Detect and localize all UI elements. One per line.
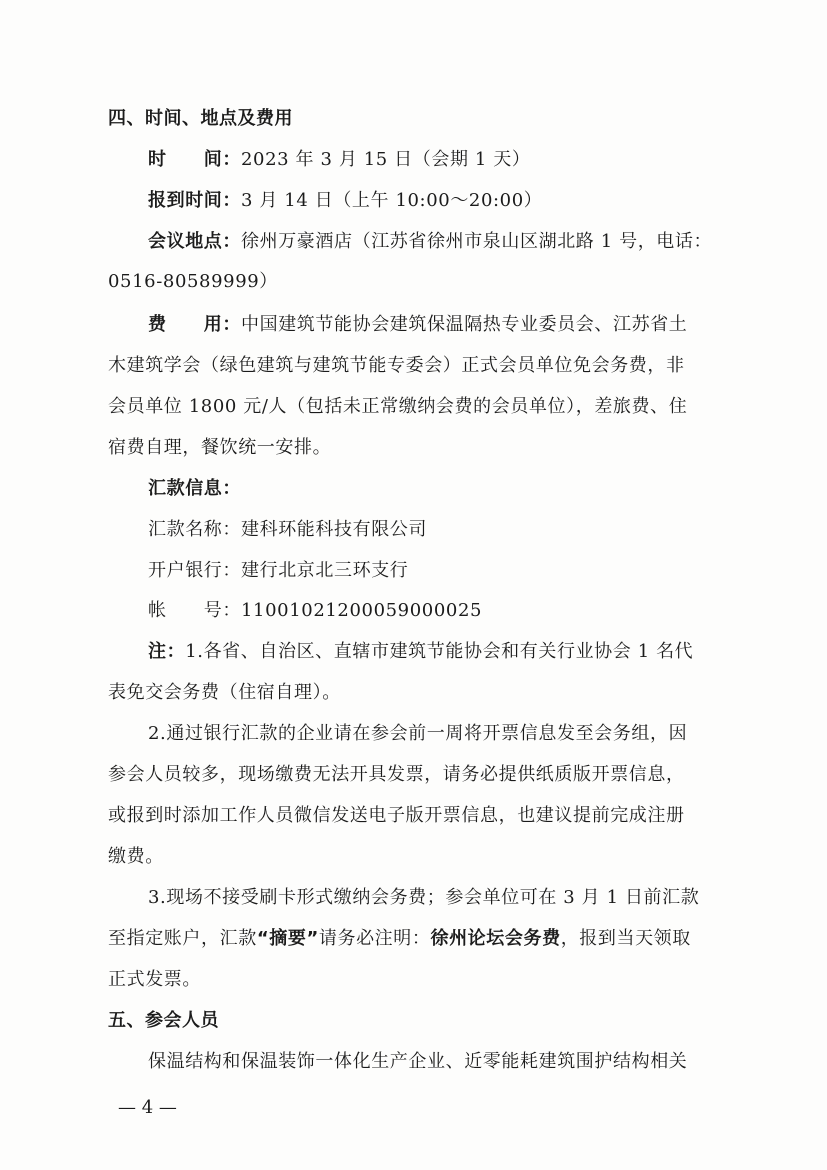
venue-line2: 0516-80589999） <box>108 271 278 292</box>
account-row <box>148 599 482 623</box>
note2-line4: 缴费。 <box>108 846 164 867</box>
note3-line3: 正式发票。 <box>108 969 201 990</box>
remit-name-value: 建科环能科技有限公司 <box>241 519 427 540</box>
venue-label: 会议地点： <box>148 231 241 252</box>
fee-line1: 中国建筑节能协会建筑保温隔热专业委员会、江苏省土 <box>241 314 688 335</box>
section5-heading: 五、参会人员 <box>108 1010 219 1031</box>
bank-label: 开户银行： <box>148 560 241 581</box>
section5-line1: 保温结构和保温装饰一体化生产企业、近零能耗建筑围护结构相关 <box>148 1051 688 1072</box>
time-row <box>148 148 530 172</box>
note1-row <box>148 640 693 664</box>
time-value: 2023 年 3 月 15 日（会期 1 天） <box>241 149 531 170</box>
fee-row <box>148 313 687 337</box>
note1-line2: 表免交会务费（住宿自理）。 <box>108 682 341 703</box>
checkin-row <box>148 189 542 213</box>
note3-line2-c: 请务必注明： <box>318 928 431 949</box>
note1-line1: 1.各省、自治区、直辖市建筑节能协会和有关行业协会 1 名代 <box>185 641 694 662</box>
checkin-label: 报到时间： <box>148 190 241 211</box>
fee-line4: 宿费自理，餐饮统一安排。 <box>108 437 332 458</box>
remit-title: 汇款信息： <box>148 478 241 499</box>
time-label: 时 间： <box>148 149 241 170</box>
bank-value: 建行北京北三环支行 <box>241 560 409 581</box>
note2-line2: 参会人员较多，现场缴费无法开具发票，请务必提供纸质版开票信息， <box>108 764 685 785</box>
note2-line3: 或报到时添加工作人员微信发送电子版开票信息，也建议提前完成注册 <box>108 805 685 826</box>
fee-line2: 木建筑学会（绿色建筑与建筑节能专委会）正式会员单位免会务费，非 <box>108 355 685 376</box>
page-number: — 4 — <box>118 1097 177 1118</box>
fee-label: 费 用： <box>148 314 241 335</box>
checkin-value: 3 月 14 日（上午 10:00～20:00） <box>241 190 543 211</box>
remit-name-row <box>148 518 427 542</box>
note3-line2-a: 至指定账户，汇款 <box>108 928 257 949</box>
remit-name-label: 汇款名称： <box>148 519 241 540</box>
note3-line2-e: ，报到当天领取 <box>560 928 691 949</box>
account-value: 11001021200059000025 <box>241 600 483 621</box>
note-label: 注： <box>148 641 186 662</box>
note3-fee-name: 徐州论坛会务费 <box>430 928 561 949</box>
section4-heading: 四、时间、地点及费用 <box>108 108 293 129</box>
note3-line1: 3.现场不接受刷卡形式缴纳会务费；参会单位可在 3 月 1 日前汇款 <box>148 887 700 908</box>
bank-row <box>148 559 408 583</box>
note2-line1: 2.通过银行汇款的企业请在参会前一周将开票信息发至会务组，因 <box>148 723 688 744</box>
note3-line2 <box>108 927 691 951</box>
venue-row <box>148 230 712 254</box>
note3-summary-keyword: “摘要” <box>256 928 319 949</box>
venue-value: 徐州万豪酒店（江苏省徐州市泉山区湖北路 1 号，电话： <box>241 231 713 252</box>
account-label: 帐 号： <box>148 600 241 621</box>
fee-line3: 会员单位 1800 元/人（包括未正常缴纳会费的会员单位），差旅费、住 <box>108 396 688 417</box>
